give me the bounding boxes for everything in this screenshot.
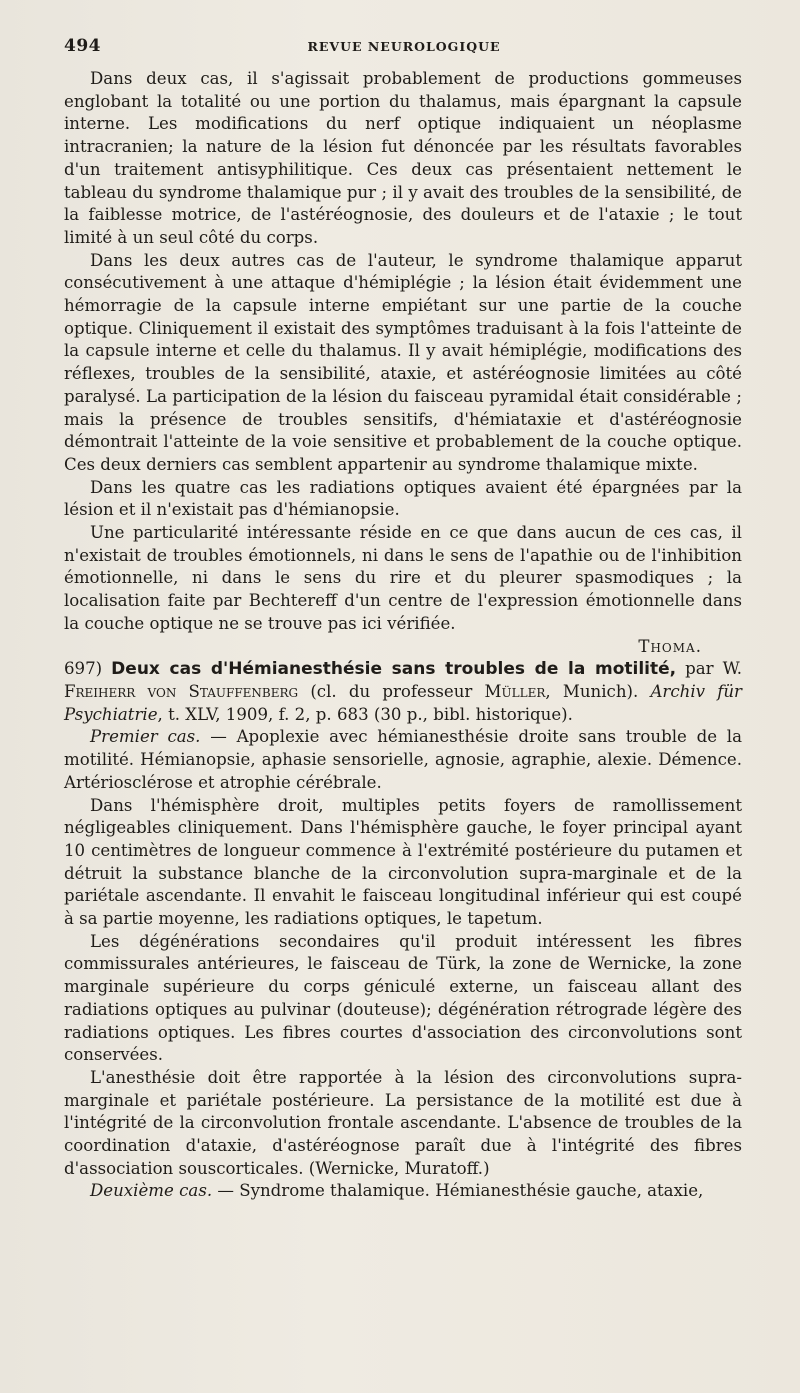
paragraph: Dans deux cas, il s'agissait probablement de productions gommeuses englobant la totalité ou une portion du thalamus, mais épargnant la capsule interne. Les modifications du nerf optique indiquaient un néoplasme intracranien; la nature de la lésion fut dénoncée par les résultats favorables d'un traitement antisyphilitique. Ces deux cas présentaient nettement le tableau du syndrome thalamique pur ; il y avait des troubles de la sensibilité, de la faiblesse motrice, de l'astéréognosie, des douleurs et de l'ataxie ; le tout limité à un seul côté du corps. (64, 69, 742, 247)
entry-title: Deux cas d'Hémianesthésie sans troubles de la motilité, (111, 659, 677, 680)
case-2-label: Deuxième cas. (90, 1181, 213, 1201)
case-1-label: Premier cas. (90, 727, 201, 747)
entry-citation-place: , Munich). (545, 681, 651, 701)
entry-by: par W. (676, 659, 743, 679)
paragraph: Dans les quatre cas les radiations optiques avaient été épargnées par la lésion et il n'existait pas d'hémianopsie. (64, 477, 742, 520)
entry-author: Freiherr von Stauffenberg (64, 681, 299, 701)
paragraph: Dans les deux autres cas de l'auteur, le syndrome thalamique apparut consécutivement à une attaque d'hémiplégie ; la lésion était évidemment une hémorragie de la capsule interne empiétant sur une partie de la couche optique. Cliniquement il existait des symptômes traduisant à la fois l'atteinte de la capsule interne et celle du thalamus. Il y avait hémiplégie, modifications des réflexes, troubles de la sensibilité, ataxie, et astéréognosie limitées au côté paralysé. La participation de la lésion du faisceau pyramidal était considérable ; mais la présence de troubles sensitifs, d'hémiataxie et d'astéréognosie démontrait l'atteinte de la voie sensitive et probablement de la couche optique. Ces deux derniers cas semblent appartenir au syndrome thalamique mixte. (64, 250, 742, 474)
article-body (64, 68, 742, 1203)
case-2-text: — Syndrome thalamique. Hémianesthésie gauche, ataxie, (212, 1181, 704, 1201)
page-header (64, 36, 744, 58)
paragraph: Une particularité intéressante réside en ce que dans aucun de ces cas, il n'existait de troubles émotionnels, ni dans le sens de l'apathie ou de l'inhibition émotionnelle, ni dans le sens du rire et du pleurer spasmodiques ; la localisation faite par Bechtereff d'un centre de l'expression émotionnelle dans la couche optique ne se trouve pas ici vérifiée. (64, 523, 742, 633)
running-title: REVUE NEUROLOGIQUE (307, 39, 501, 54)
case-1-summary (64, 726, 742, 794)
case-2-summary (64, 1180, 742, 1203)
paragraph: Les dégénérations secondaires qu'il produit intéressent les fibres commissurales antérieures, le faisceau de Türk, la zone de Wernicke, la zone marginale supérieure du corps géniculé externe, un faisceau allant des radiations optiques au pulvinar (douteuse); dégénération rétrograde légère des radiations optiques. Les fibres courtes d'association des circonvolutions sont conservées. (64, 931, 742, 1065)
entry-citation-mid: (cl. du professeur (298, 681, 485, 701)
review-entry-heading (64, 658, 742, 726)
author-signature: Thoma. (638, 636, 702, 656)
paragraph: L'anesthésie doit être rapportée à la lésion des circonvolutions supra-marginale et pariétale postérieure. La persistance de la motilité est due à l'intégrité de la circonvolution frontale ascendante. L'absence de troubles de la coordination d'ataxie, d'astéréognose paraît due à l'intégrité des fibres d'association souscorticales. (Wernicke, Muratoff.) (64, 1067, 742, 1178)
case-1-text: — Apoplexie avec hémianesthésie droite sans trouble de la motilité. Hémianopsie, aphasie sensorielle, agnosie, agraphie, alexie. Démence. Artériosclérose et atrophie cérébrale. (64, 727, 742, 792)
entry-citation-tail: , t. XLV, 1909, f. 2, p. 683 (30 p., bibl. historique). (157, 704, 573, 724)
paragraph: Dans l'hémisphère droit, multiples petits foyers de ramollissement négligeables cliniquement. Dans l'hémisphère gauche, le foyer principal ayant 10 centimètres de longueur commence à l'extrémité postérieure du putamen et détruit la substance blanche de la circonvolution supra-marginale et de la pariétale ascendante. Il envahit le faisceau longitudinal inférieur qui est coupé à sa partie moyenne, les radiations optiques, le tapetum. (64, 795, 742, 929)
page-number: 494 (64, 36, 101, 56)
entry-professor: Müller (484, 681, 546, 701)
entry-number: 697) (64, 659, 103, 679)
entry-journal: Archiv für Psychiatrie (64, 681, 742, 724)
